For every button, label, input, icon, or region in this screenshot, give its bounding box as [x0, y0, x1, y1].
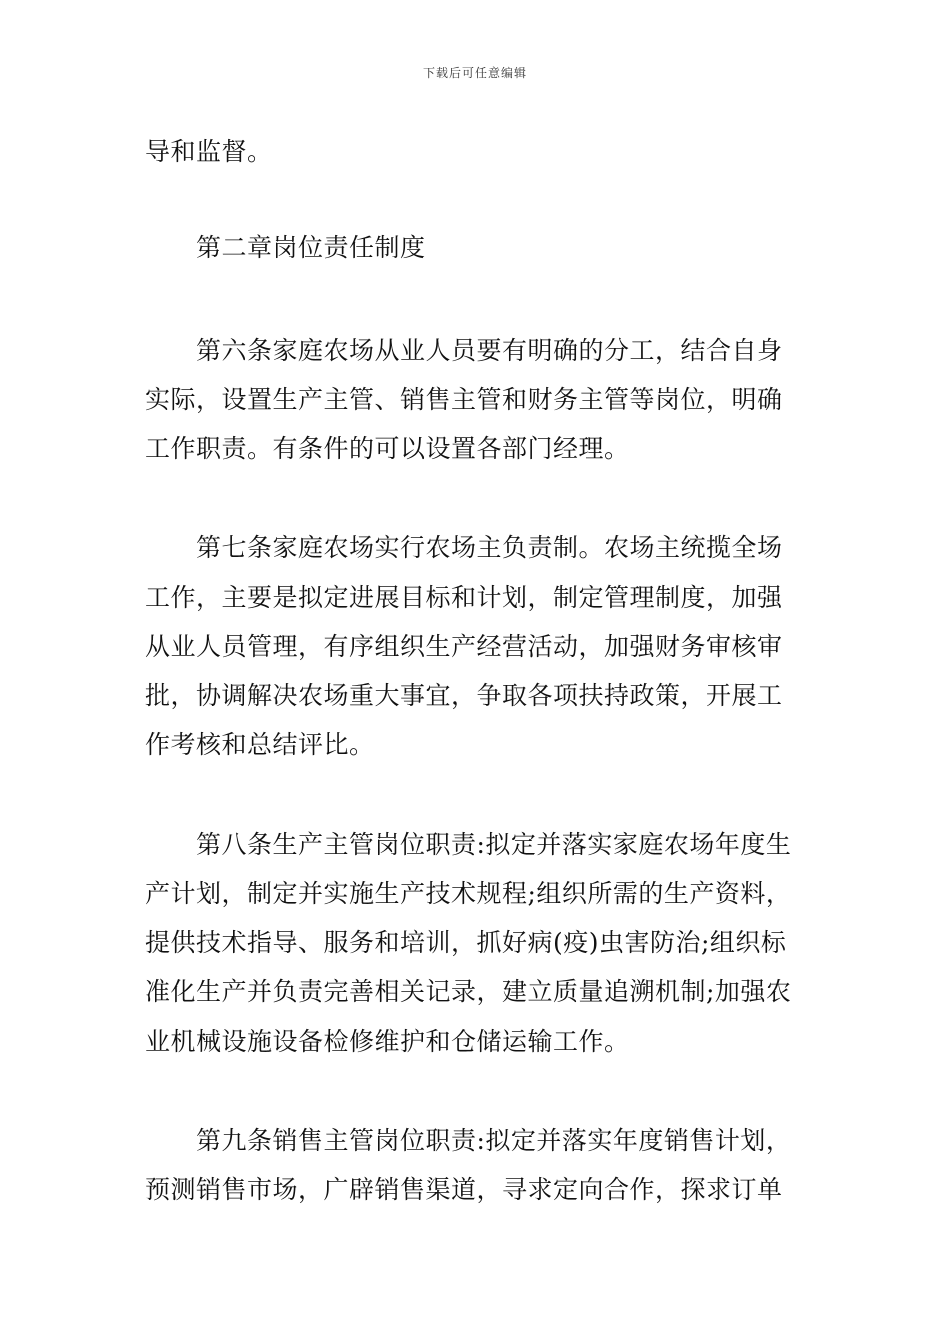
text-line: 批，协调解决农场重大事宜，争取各项扶持政策，开展工 [145, 681, 783, 710]
text-line: 第八条生产主管岗位职责:拟定并落实家庭农场年度生 [196, 830, 792, 859]
text-line: 第六条家庭农场从业人员要有明确的分工，结合自身 [196, 336, 783, 365]
text-line: 预测销售市场，广辟销售渠道，寻求定向合作，探求订单 [145, 1175, 783, 1204]
chapter-heading: 第二章岗位责任制度 [196, 233, 426, 262]
text-line: 第七条家庭农场实行农场主负责制。农场主统揽全场 [196, 533, 783, 562]
text-line: 业机械设施设备检修维护和仓储运输工作。 [145, 1027, 630, 1056]
text-line: 第九条销售主管岗位职责:拟定并落实年度销售计划， [196, 1126, 792, 1155]
text-line: 准化生产并负责完善相关记录，建立质量追溯机制;加强农 [145, 977, 792, 1006]
text-line: 工作，主要是拟定进展目标和计划，制定管理制度，加强 [145, 583, 783, 612]
text-line: 作考核和总结评比。 [145, 730, 375, 759]
page-header: 下载后可任意编辑 [422, 66, 527, 80]
text-line: 实际，设置生产主管、销售主管和财务主管等岗位，明确 [145, 385, 783, 414]
text-line: 工作职责。有条件的可以设置各部门经理。 [145, 434, 630, 463]
text-line: 产计划，制定并实施生产技术规程;组织所需的生产资料， [145, 879, 792, 908]
text-line: 提供技术指导、服务和培训，抓好病(疫)虫害防治;组织标 [145, 928, 787, 957]
text-line: 从业人员管理，有序组织生产经营活动，加强财务审核审 [145, 632, 783, 661]
text-line: 导和监督。 [145, 137, 273, 166]
